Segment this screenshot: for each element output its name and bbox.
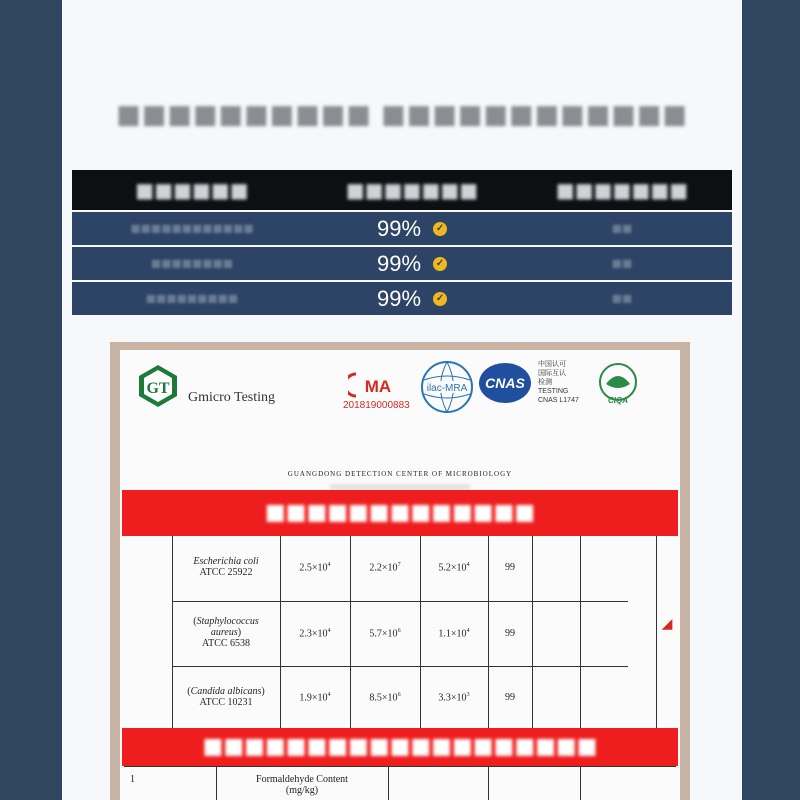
ilac-label: ilac-MRA [426,383,468,394]
red-banner-bottom: ■■■■■■■■■■■■■■■■■■■ [122,728,678,766]
svg-text:GT: GT [146,380,170,397]
header-blur-2: ■■■■■■■ [345,178,479,202]
microbe-count: $2.2\times 10^7$ [369,562,401,574]
microbe-name: (Staphylococcus aureus) ATCC 6538 [193,616,259,649]
microbe-rate: 99 [505,692,515,703]
row-std-blur: ■■ [611,253,633,273]
blurred-headline: ■■■■■■■■■■ ■■■■■■■■■■■■ [116,100,688,130]
check-icon: ✓ [433,292,447,306]
formaldehyde-table [124,766,676,800]
microbe-name: (Candida albicans) ATCC 10231 [187,686,265,708]
ciqa-label: CIQA [608,396,628,405]
gt-logo-icon [138,364,178,408]
row-name-blur: ■■■■■■■■■■■■ [130,218,254,238]
check-icon: ✓ [433,222,447,236]
rate-value: 99% [376,250,422,276]
stamp-fragment: ◢ [661,617,673,632]
ilac-mra-logo-icon [420,360,474,414]
microbe-name: Escherichia coli ATCC 25922 [193,556,259,578]
ma-code: 201819000883 [343,400,410,411]
row-std-blur: ■■ [611,218,633,238]
cnas-text-line: 中国认可 [538,361,566,368]
check-icon: ✓ [433,257,447,271]
microbe-count: $5.7\times 10^6$ [369,628,401,640]
microbe-count: $1.9\times 10^4$ [299,692,331,704]
microbe-count: $2.5\times 10^4$ [299,562,331,574]
cnas-logo-icon [478,362,532,404]
microbe-rate: 99 [505,628,515,639]
microbe-count: $8.5\times 10^6$ [369,692,401,704]
rate-row [72,282,732,315]
rate-value: 99% [376,215,422,241]
microbe-rate: 99 [505,562,515,573]
test-item: Formaldehyde Content (mg/kg) [256,774,348,796]
rate-row [72,212,732,245]
microbe-count: $1.1\times 10^4$ [438,628,470,640]
row-name-blur: ■■■■■■■■■ [145,288,239,308]
ma-logo-icon [348,370,404,400]
cnas-text-line: 国际互认 [538,370,566,377]
cnas-label: CNAS [485,375,525,391]
row-std-blur: ■■ [611,288,633,308]
rate-table-header [72,170,732,210]
red-banner-top: ■■■■■■■■■■■■■ [122,490,678,536]
microbe-table [124,536,676,728]
certificate-image [120,350,680,800]
rate-table [72,170,732,315]
header-blur-3: ■■■■■■■ [555,178,689,202]
microbe-count: $3.3\times 10^3$ [438,692,470,704]
row-name-blur: ■■■■■■■■ [150,253,234,273]
rate-value: 99% [376,285,422,311]
center-title: GUANGDONG DETECTION CENTER OF MICROBIOLOGY [287,470,513,478]
svg-text:MA: MA [364,377,392,396]
microbe-count: $2.3\times 10^4$ [299,628,331,640]
lab-name: Gmicro Testing [188,390,276,405]
cnas-text-line: 检测 [538,379,552,386]
cnas-text-line: CNAS L1747 [538,397,579,404]
ciqa-logo-icon [590,362,646,406]
cnas-text-line: TESTING [538,388,569,395]
microbe-count: $5.2\times 10^4$ [438,562,470,574]
rate-row [72,247,732,280]
certificate-frame [110,342,690,800]
row-index: 1 [130,774,135,785]
header-blur-1: ■■■■■■ [135,178,249,202]
cnas-text [538,360,579,405]
